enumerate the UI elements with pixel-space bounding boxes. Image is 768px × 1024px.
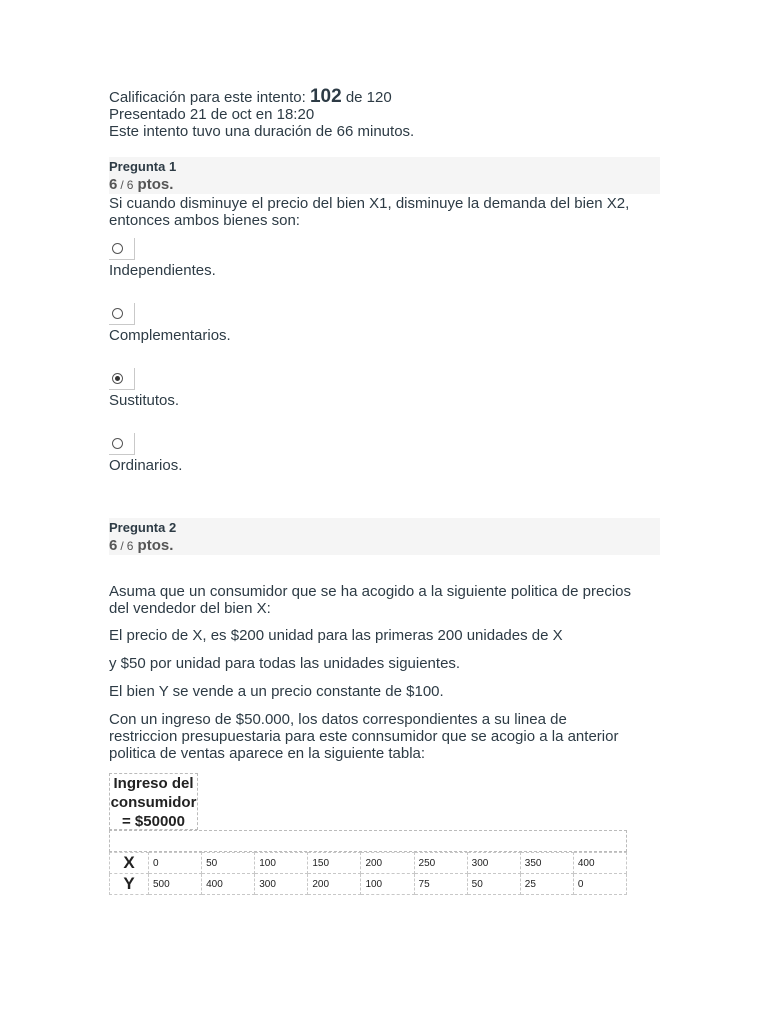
question-1-header bbox=[109, 157, 660, 194]
x-cell: 50 bbox=[202, 853, 255, 874]
points-slash: / bbox=[120, 539, 124, 553]
radio-option-complementarios[interactable] bbox=[109, 303, 135, 325]
score-prefix: Calificación para este intento: bbox=[109, 89, 306, 106]
submitted-text: Presentado 21 de oct en 18:20 bbox=[109, 106, 315, 123]
question-2-paragraph-2: El precio de X, es $200 unidad para las primeras 200 unidades de X bbox=[109, 627, 563, 644]
option-label-sustitutos: Sustitutos. bbox=[109, 392, 180, 409]
radio-icon bbox=[112, 438, 123, 449]
x-cell: 400 bbox=[573, 853, 626, 874]
table-row-y bbox=[110, 874, 627, 895]
radio-selected-icon bbox=[112, 373, 123, 384]
x-cell: 100 bbox=[255, 853, 308, 874]
question-2-header bbox=[109, 518, 660, 555]
x-cell: 150 bbox=[308, 853, 361, 874]
points-total: 6 bbox=[126, 539, 134, 553]
option-label-independientes: Independientes. bbox=[109, 262, 216, 279]
duration-text: Este intento tuvo una duración de 66 minutos. bbox=[109, 123, 415, 140]
option-label-complementarios: Complementarios. bbox=[109, 327, 231, 344]
paragraph-line: restriccion presupuestaria para este connsumidor que se acogio a la anterior bbox=[109, 728, 619, 745]
y-cell: 100 bbox=[361, 874, 414, 895]
question-2-title: Pregunta 2 bbox=[109, 520, 177, 535]
points-total: 6 bbox=[126, 178, 134, 192]
y-cell: 200 bbox=[308, 874, 361, 895]
radio-icon bbox=[112, 243, 123, 254]
question-2-paragraph-4: El bien Y se vende a un precio constante de $100. bbox=[109, 683, 444, 700]
y-cell: 300 bbox=[255, 874, 308, 895]
row-label-y: Y bbox=[110, 874, 149, 895]
question-1-points bbox=[109, 176, 173, 193]
x-cell: 0 bbox=[149, 853, 202, 874]
question-2-paragraph-1 bbox=[109, 583, 669, 617]
header-line: = $50000 bbox=[122, 813, 185, 830]
radio-option-ordinarios[interactable] bbox=[109, 433, 135, 455]
x-cell: 350 bbox=[520, 853, 573, 874]
y-cell: 500 bbox=[149, 874, 202, 895]
y-cell: 75 bbox=[414, 874, 467, 895]
x-cell: 250 bbox=[414, 853, 467, 874]
score-line bbox=[109, 88, 392, 106]
y-cell: 25 bbox=[520, 874, 573, 895]
paragraph-line: politica de ventas aparece en la siguiente tabla: bbox=[109, 745, 426, 762]
paragraph-line: Con un ingreso de $50.000, los datos correspondientes a su linea de bbox=[109, 711, 567, 728]
y-cell: 0 bbox=[573, 874, 626, 895]
table-row-x bbox=[110, 853, 627, 874]
radio-icon bbox=[112, 308, 123, 319]
points-word: ptos. bbox=[137, 176, 174, 193]
option-label-ordinarios: Ordinarios. bbox=[109, 457, 183, 474]
points-earned: 6 bbox=[109, 176, 118, 193]
question-2-paragraph-5 bbox=[109, 711, 669, 762]
paragraph-line: del vendedor del bien X: bbox=[109, 600, 271, 617]
header-line: Ingreso del bbox=[113, 775, 194, 792]
table-spacer-row bbox=[109, 830, 627, 852]
radio-option-sustitutos[interactable] bbox=[109, 368, 135, 390]
question-1-title: Pregunta 1 bbox=[109, 159, 177, 174]
question-2-paragraph-3: y $50 por unidad para todas las unidades siguientes. bbox=[109, 655, 461, 672]
table-income-header bbox=[109, 773, 198, 830]
radio-option-independientes[interactable] bbox=[109, 238, 135, 260]
paragraph-line: Asuma que un consumidor que se ha acogido a la siguiente politica de precios bbox=[109, 583, 631, 600]
score-value: 102 bbox=[309, 86, 342, 107]
budget-table bbox=[109, 852, 627, 895]
y-cell: 50 bbox=[467, 874, 520, 895]
row-label-x: X bbox=[110, 853, 149, 874]
points-word: ptos. bbox=[137, 537, 174, 554]
question-1-text-line2: entonces ambos bienes son: bbox=[109, 212, 300, 229]
points-earned: 6 bbox=[109, 537, 118, 554]
points-slash: / bbox=[120, 178, 124, 192]
question-1-text-line1: Si cuando disminuye el precio del bien X1, disminuye la demanda del bien X2, bbox=[109, 195, 630, 212]
score-suffix: de 120 bbox=[345, 89, 392, 106]
header-line: consumidor bbox=[110, 794, 197, 811]
x-cell: 200 bbox=[361, 853, 414, 874]
x-cell: 300 bbox=[467, 853, 520, 874]
y-cell: 400 bbox=[202, 874, 255, 895]
question-2-points bbox=[109, 537, 173, 554]
